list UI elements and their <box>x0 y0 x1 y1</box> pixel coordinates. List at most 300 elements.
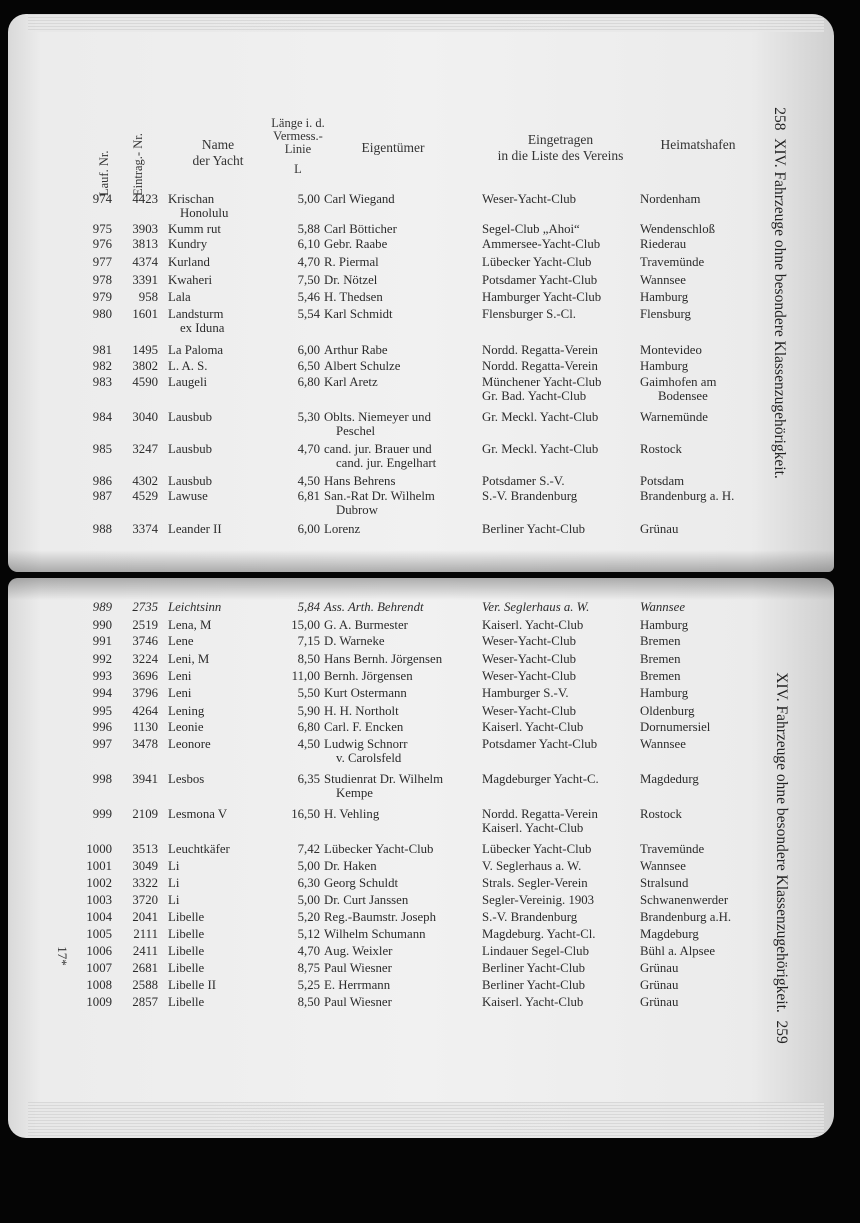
lauf-cell <box>74 375 112 389</box>
eintrag-cell-line1: 3478 <box>132 737 158 751</box>
eintrag-cell <box>114 893 158 907</box>
laenge-cell <box>270 737 320 751</box>
verein-cell-line1: Berliner Yacht-Club <box>482 522 586 536</box>
hafen-cell <box>640 910 731 924</box>
hafen-cell-line1: Bremen <box>640 652 681 666</box>
verein-cell <box>482 474 565 488</box>
lauf-cell-line1: 1004 <box>86 910 112 924</box>
eintrag-cell-line1: 1130 <box>132 720 158 734</box>
laenge-cell-line1: 5,25 <box>297 978 320 992</box>
verein-cell-line1: Nordd. Regatta-Verein <box>482 807 598 821</box>
verein-cell-line1: S.-V. Brandenburg <box>482 489 578 503</box>
lauf-cell <box>74 720 112 734</box>
eigentuemer-cell-line1: Carl. F. Encken <box>324 720 404 734</box>
verein-cell-line1: Kaiserl. Yacht-Club <box>482 995 584 1009</box>
hafen-cell-line1: Grünau <box>640 961 679 975</box>
eigentuemer-cell-line1: Ludwig Schnorr <box>324 737 408 751</box>
eigentuemer-cell <box>324 876 398 890</box>
hafen-cell <box>640 704 695 718</box>
laenge-cell <box>270 772 320 786</box>
eigentuemer-cell-line2: v. Carolsfeld <box>336 751 402 765</box>
eigentuemer-cell <box>324 255 379 269</box>
eigentuemer-cell <box>324 410 431 438</box>
header-eingetragen-line2: in die Liste des Vereins <box>497 148 624 163</box>
verein-cell-line1: Lübecker Yacht-Club <box>482 255 592 269</box>
name-cell <box>168 237 207 251</box>
lauf-cell-line1: 993 <box>92 669 112 683</box>
hafen-cell <box>640 737 686 751</box>
verein-cell <box>482 237 600 251</box>
eintrag-cell-line1: 2681 <box>132 961 158 975</box>
lauf-cell <box>74 961 112 975</box>
lauf-cell <box>74 634 112 648</box>
laenge-cell-line1: 4,70 <box>297 442 320 456</box>
laenge-cell <box>270 307 320 321</box>
lauf-cell-line1: 980 <box>92 307 112 321</box>
name-cell <box>168 273 212 287</box>
lauf-cell-line1: 1001 <box>86 859 112 873</box>
eintrag-cell-line1: 2041 <box>132 910 158 924</box>
eintrag-cell-line1: 3224 <box>132 652 158 666</box>
lauf-cell-line1: 983 <box>92 375 112 389</box>
name-cell <box>168 720 204 734</box>
lauf-cell-line1: 982 <box>92 359 112 373</box>
name-cell-line1: Li <box>168 876 180 890</box>
eintrag-cell-line1: 3374 <box>132 522 158 536</box>
verein-cell-line1: Weser-Yacht-Club <box>482 704 577 718</box>
eintrag-cell-line1: 3746 <box>132 634 158 648</box>
lauf-cell <box>74 686 112 700</box>
laenge-cell <box>270 927 320 941</box>
verein-cell <box>482 893 594 907</box>
eigentuemer-cell <box>324 978 390 992</box>
lauf-cell <box>74 893 112 907</box>
lauf-cell-line1: 1005 <box>86 927 112 941</box>
name-cell-line1: Leni <box>168 669 192 683</box>
laenge-cell-line1: 5,90 <box>297 704 320 718</box>
laenge-cell <box>270 634 320 648</box>
hafen-cell <box>640 474 684 488</box>
hafen-cell <box>640 522 678 536</box>
name-cell <box>168 944 204 958</box>
laenge-cell-line1: 6,80 <box>297 375 320 389</box>
laenge-cell <box>270 944 320 958</box>
lauf-cell-line1: 1006 <box>86 944 112 958</box>
laenge-cell-line1: 5,50 <box>297 686 320 700</box>
laenge-cell-line1: 4,50 <box>297 737 320 751</box>
eigentuemer-cell-line1: Paul Wiesner <box>324 995 392 1009</box>
page-259 <box>8 578 834 1138</box>
lauf-cell-line1: 987 <box>92 489 112 503</box>
eigentuemer-cell <box>324 842 433 856</box>
eigentuemer-cell <box>324 343 388 357</box>
verein-cell-line1: Münchener Yacht-Club <box>482 375 602 389</box>
lauf-cell-line1: 995 <box>92 704 112 718</box>
header-eigentuemer: Eigentümer <box>361 140 425 155</box>
lauf-cell <box>74 859 112 873</box>
signature-mark: 17* <box>54 946 70 966</box>
eigentuemer-cell <box>324 686 407 700</box>
eintrag-cell-line1: 4423 <box>132 192 158 206</box>
eigentuemer-cell-line1: Karl Aretz <box>324 375 378 389</box>
hafen-cell-line1: Hamburg <box>640 686 689 700</box>
lauf-cell <box>74 307 112 321</box>
lauf-cell <box>74 290 112 304</box>
name-cell <box>168 634 194 648</box>
laenge-cell <box>270 375 320 389</box>
eintrag-cell <box>114 961 158 975</box>
hafen-cell-line1: Oldenburg <box>640 704 695 718</box>
name-cell <box>168 307 224 335</box>
hafen-cell <box>640 307 691 321</box>
eintrag-cell <box>114 686 158 700</box>
eigentuemer-cell-line1: Bernh. Jörgensen <box>324 669 413 683</box>
eigentuemer-cell-line1: Aug. Weixler <box>324 944 393 958</box>
hafen-cell-line1: Wannsee <box>640 273 686 287</box>
verein-cell-line1: Segler-Vereinig. 1903 <box>482 893 595 907</box>
eigentuemer-cell <box>324 652 442 666</box>
eintrag-cell-line1: 2109 <box>132 807 158 821</box>
running-header-259 <box>768 578 794 1138</box>
hafen-cell <box>640 720 710 734</box>
hafen-cell <box>640 807 682 821</box>
verein-cell-line1: Segel-Club „Ahoi“ <box>482 222 580 236</box>
lauf-cell-line1: 988 <box>92 522 112 536</box>
verein-cell <box>482 290 601 304</box>
verein-cell-line1: Hamburger Yacht-Club <box>482 290 602 304</box>
hafen-cell-line1: Magdeburg <box>640 927 699 941</box>
lauf-cell <box>74 618 112 632</box>
hafen-cell-line1: Riederau <box>640 237 687 251</box>
eintrag-cell <box>114 489 158 503</box>
verein-cell <box>482 489 577 503</box>
verein-cell <box>482 307 576 321</box>
fold-shadow <box>8 578 834 600</box>
laenge-cell-line1: 15,00 <box>291 618 320 632</box>
hafen-cell <box>640 686 688 700</box>
lauf-cell <box>74 652 112 666</box>
name-cell <box>168 442 212 456</box>
lauf-cell-line1: 990 <box>92 618 112 632</box>
laenge-cell-line1: 5,54 <box>297 307 320 321</box>
eigentuemer-cell-line2: cand. jur. Engelhart <box>336 456 437 470</box>
laenge-cell <box>270 600 320 614</box>
verein-cell-line1: Lindauer Segel-Club <box>482 944 589 958</box>
lauf-cell-line1: 975 <box>92 222 112 236</box>
eigentuemer-cell <box>324 704 399 718</box>
laenge-cell-line1: 6,00 <box>297 522 320 536</box>
lauf-cell-line1: 999 <box>92 807 112 821</box>
eintrag-cell-line1: 4529 <box>132 489 158 503</box>
header-heimatshafen: Heimatshafen <box>660 137 736 152</box>
laenge-cell <box>270 359 320 373</box>
verein-cell <box>482 859 581 873</box>
eigentuemer-cell <box>324 634 385 648</box>
name-cell <box>168 618 211 632</box>
eintrag-cell <box>114 772 158 786</box>
page-edge-texture <box>28 1102 824 1138</box>
laenge-cell <box>270 237 320 251</box>
hafen-cell <box>640 489 734 503</box>
verein-cell <box>482 222 580 236</box>
lauf-cell <box>74 772 112 786</box>
verein-cell-line2: Gr. Bad. Yacht-Club <box>482 389 587 403</box>
eintrag-cell <box>114 273 158 287</box>
verein-cell <box>482 686 569 700</box>
verein-cell-line1: Weser-Yacht-Club <box>482 669 577 683</box>
verein-cell-line1: Potsdamer Yacht-Club <box>482 273 598 287</box>
name-cell <box>168 978 216 992</box>
eintrag-cell <box>114 442 158 456</box>
name-cell <box>168 375 207 389</box>
laenge-cell <box>270 442 320 456</box>
eintrag-cell <box>114 343 158 357</box>
eintrag-cell <box>114 474 158 488</box>
verein-cell <box>482 442 598 456</box>
lauf-cell <box>74 842 112 856</box>
laenge-cell <box>270 343 320 357</box>
hafen-cell-line1: Grünau <box>640 522 679 536</box>
laenge-cell-line1: 6,50 <box>297 359 320 373</box>
lauf-cell-line1: 998 <box>92 772 112 786</box>
hafen-cell-line1: Bremen <box>640 634 681 648</box>
eigentuemer-cell-line1: Carl Bötticher <box>324 222 397 236</box>
eigentuemer-cell-line1: San.-Rat Dr. Wilhelm <box>324 489 435 503</box>
hafen-cell <box>640 876 688 890</box>
name-cell-line1: Lala <box>168 290 191 304</box>
eigentuemer-cell-line1: Karl Schmidt <box>324 307 393 321</box>
name-cell-line2: ex Iduna <box>180 321 225 335</box>
name-cell <box>168 961 204 975</box>
eintrag-cell <box>114 255 158 269</box>
name-cell-line1: Libelle <box>168 910 205 924</box>
eintrag-cell-line1: 2857 <box>132 995 158 1009</box>
eintrag-cell-line1: 2735 <box>132 600 158 614</box>
eintrag-cell <box>114 600 158 614</box>
verein-cell-line1: S.-V. Brandenburg <box>482 910 578 924</box>
header-eingetragen <box>478 132 643 164</box>
name-cell-line1: Lausbub <box>168 410 213 424</box>
eigentuemer-cell-line1: Kurt Ostermann <box>324 686 407 700</box>
lauf-cell <box>74 876 112 890</box>
side-title: XIV. Fahrzeuge ohne besondere Klassenzugehörigkeit. <box>773 672 790 1013</box>
laenge-cell-line1: 5,00 <box>297 859 320 873</box>
hafen-cell-line1: Wannsee <box>640 600 686 614</box>
eigentuemer-cell <box>324 669 413 683</box>
lauf-cell <box>74 222 112 236</box>
eintrag-cell-line1: 3720 <box>132 893 158 907</box>
eintrag-cell-line1: 4590 <box>132 375 158 389</box>
verein-cell-line1: Kaiserl. Yacht-Club <box>482 720 584 734</box>
eigentuemer-cell <box>324 307 393 321</box>
eintrag-cell <box>114 910 158 924</box>
eigentuemer-cell-line1: H. H. Northolt <box>324 704 399 718</box>
eintrag-cell <box>114 720 158 734</box>
verein-cell-line1: Magdeburger Yacht-C. <box>482 772 599 786</box>
laenge-cell <box>270 474 320 488</box>
name-cell-line1: Libelle <box>168 995 205 1009</box>
lauf-cell-line1: 974 <box>92 192 112 206</box>
verein-cell-line1: Ammersee-Yacht-Club <box>482 237 601 251</box>
page-258 <box>8 14 834 572</box>
hafen-cell <box>640 192 700 206</box>
lauf-cell-line1: 986 <box>92 474 112 488</box>
lauf-cell-line1: 985 <box>92 442 112 456</box>
eintrag-cell-line1: 2519 <box>132 618 158 632</box>
name-cell <box>168 876 179 890</box>
laenge-cell-line1: 5,46 <box>297 290 320 304</box>
lauf-cell-line1: 1007 <box>86 961 112 975</box>
eintrag-cell-line1: 3941 <box>132 772 158 786</box>
laenge-cell <box>270 192 320 206</box>
verein-cell <box>482 978 585 992</box>
name-cell-line1: Lesmona V <box>168 807 228 821</box>
name-cell-line1: Laugeli <box>168 375 208 389</box>
lauf-cell <box>74 944 112 958</box>
eigentuemer-cell <box>324 927 426 941</box>
lauf-cell-line1: 984 <box>92 410 112 424</box>
eigentuemer-cell-line1: Reg.-Baumstr. Joseph <box>324 910 436 924</box>
eigentuemer-cell-line1: Hans Bernh. Jörgensen <box>324 652 443 666</box>
header-laenge-line4: L <box>294 162 302 176</box>
lauf-cell <box>74 474 112 488</box>
eigentuemer-cell-line1: Ass. Arth. Behrendt <box>324 600 424 614</box>
verein-cell <box>482 273 597 287</box>
name-cell <box>168 489 208 503</box>
fold-shadow <box>8 550 834 572</box>
hafen-cell <box>640 359 688 373</box>
name-cell-line1: Libelle II <box>168 978 216 992</box>
verein-cell-line1: Weser-Yacht-Club <box>482 634 577 648</box>
name-cell-line1: Libelle <box>168 961 205 975</box>
verein-cell <box>482 343 598 357</box>
lauf-cell-line1: 1002 <box>86 876 112 890</box>
lauf-cell <box>74 255 112 269</box>
lauf-cell-line1: 992 <box>92 652 112 666</box>
laenge-cell <box>270 255 320 269</box>
laenge-cell-line1: 6,30 <box>297 876 320 890</box>
eigentuemer-cell <box>324 893 408 907</box>
eigentuemer-cell-line1: Lübecker Yacht-Club <box>324 842 434 856</box>
hafen-cell-line1: Dornumersiel <box>640 720 711 734</box>
laenge-cell-line1: 5,84 <box>297 600 320 614</box>
eintrag-cell <box>114 995 158 1009</box>
eigentuemer-cell <box>324 522 360 536</box>
laenge-cell <box>270 652 320 666</box>
eigentuemer-cell-line1: Dr. Curt Janssen <box>324 893 409 907</box>
lauf-cell <box>74 522 112 536</box>
hafen-cell <box>640 652 681 666</box>
verein-cell-line1: Weser-Yacht-Club <box>482 192 577 206</box>
lauf-cell <box>74 237 112 251</box>
lauf-cell-line1: 1000 <box>86 842 112 856</box>
lauf-cell-line1: 1008 <box>86 978 112 992</box>
laenge-cell <box>270 704 320 718</box>
hafen-cell <box>640 634 681 648</box>
hafen-cell-line1: Hamburg <box>640 618 689 632</box>
eintrag-cell <box>114 876 158 890</box>
laenge-cell-line1: 5,00 <box>297 192 320 206</box>
hafen-cell <box>640 893 728 907</box>
laenge-cell-line1: 11,00 <box>291 669 320 683</box>
eigentuemer-cell-line1: Wilhelm Schumann <box>324 927 426 941</box>
eintrag-cell <box>114 859 158 873</box>
eintrag-cell <box>114 944 158 958</box>
verein-cell <box>482 375 601 403</box>
name-cell-line1: Leni <box>168 686 192 700</box>
laenge-cell-line1: 6,80 <box>297 720 320 734</box>
name-cell-line1: Lausbub <box>168 442 213 456</box>
verein-cell <box>482 255 591 269</box>
laenge-cell <box>270 686 320 700</box>
eigentuemer-cell <box>324 618 408 632</box>
eigentuemer-cell-line1: Lorenz <box>324 522 361 536</box>
laenge-cell-line1: 5,88 <box>297 222 320 236</box>
name-cell <box>168 522 222 536</box>
laenge-cell-line1: 6,10 <box>297 237 320 251</box>
name-cell-line1: Leichtsinn <box>168 600 222 614</box>
verein-cell-line1: Ver. Seglerhaus a. W. <box>482 600 590 614</box>
verein-cell-line1: Berliner Yacht-Club <box>482 961 586 975</box>
hafen-cell-line1: Bühl a. Alpsee <box>640 944 715 958</box>
verein-cell <box>482 669 576 683</box>
lauf-cell <box>74 910 112 924</box>
hafen-cell-line1: Travemünde <box>640 842 705 856</box>
laenge-cell <box>270 807 320 821</box>
lauf-cell-line1: 994 <box>92 686 112 700</box>
eintrag-cell-line1: 3813 <box>132 237 158 251</box>
laenge-cell <box>270 410 320 424</box>
verein-cell <box>482 944 589 958</box>
hafen-cell-line1: Rostock <box>640 807 682 821</box>
name-cell-line1: Lawuse <box>168 489 208 503</box>
lauf-cell <box>74 489 112 503</box>
eintrag-cell <box>114 618 158 632</box>
eigentuemer-cell-line2: Dubrow <box>336 503 378 517</box>
name-cell <box>168 290 191 304</box>
verein-cell-line1: Nordd. Regatta-Verein <box>482 343 598 357</box>
verein-cell <box>482 410 598 424</box>
verein-cell <box>482 807 598 835</box>
verein-cell-line2: Kaiserl. Yacht-Club <box>482 821 584 835</box>
verein-cell <box>482 652 576 666</box>
eintrag-cell-line1: 3049 <box>132 859 158 873</box>
header-lauf-nr: Lauf. Nr. <box>97 150 111 196</box>
lauf-cell <box>74 978 112 992</box>
name-cell-line1: Libelle <box>168 944 205 958</box>
laenge-cell <box>270 859 320 873</box>
verein-cell <box>482 192 576 206</box>
hafen-cell-line2: Bodensee <box>658 389 708 403</box>
verein-cell <box>482 600 589 614</box>
lauf-cell-line1: 1003 <box>86 893 112 907</box>
eigentuemer-cell <box>324 474 395 488</box>
verein-cell <box>482 720 583 734</box>
eigentuemer-cell <box>324 720 403 734</box>
verein-cell <box>482 359 598 373</box>
header-name-line1: Name <box>201 137 235 152</box>
name-cell <box>168 842 230 856</box>
eigentuemer-cell <box>324 995 392 1009</box>
eintrag-cell <box>114 192 158 206</box>
hafen-cell <box>640 859 686 873</box>
verein-cell <box>482 927 596 941</box>
eigentuemer-cell <box>324 944 392 958</box>
eintrag-cell-line1: 3247 <box>132 442 158 456</box>
verein-cell <box>482 910 577 924</box>
eigentuemer-cell <box>324 222 397 236</box>
side-title: XIV. Fahrzeuge ohne besondere Klassenzugehörigkeit. <box>771 138 788 479</box>
